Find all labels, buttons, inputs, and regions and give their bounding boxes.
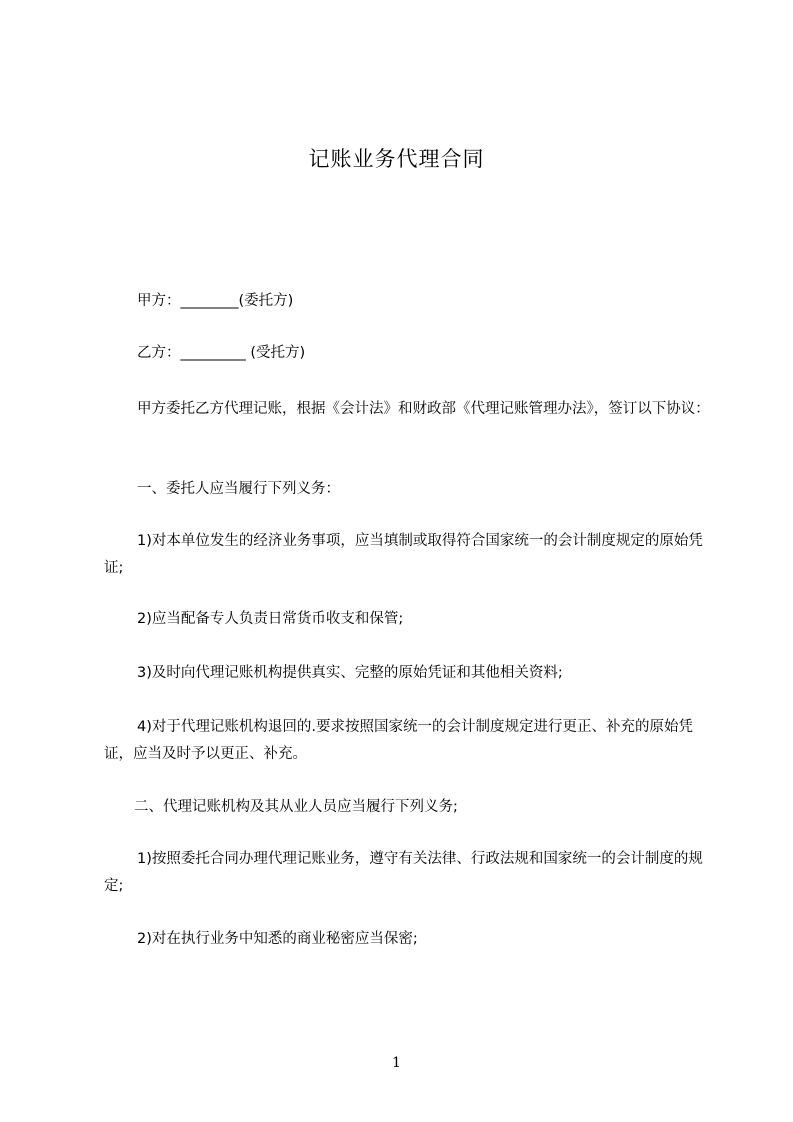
intro-paragraph: 甲方委托乙方代理记账，根据《会计法》和财政部《代理记账管理办法》，签订以下协议： <box>137 401 710 417</box>
client-duty-3: 3)及时向代理记账机构提供真实、完整的原始凭证和其他相关资料; <box>137 665 563 681</box>
agency-duty-1: 1)按照委托合同办理代理记账业务，遵守有关法律、行政法规和国家统一的会计制度的规定; <box>104 851 703 894</box>
section-heading-agency-duties: 二、代理记账机构及其从业人员应当履行下列义务; <box>134 799 458 815</box>
party-b-line: 乙方：_________ (受托方) <box>137 345 306 361</box>
client-duty-2: 2)应当配备专人负责日常货币收支和保管; <box>137 611 404 627</box>
agency-duty-2: 2)对在执行业务中知悉的商业秘密应当保密; <box>137 931 418 947</box>
document-title: 记账业务代理合同 <box>308 147 485 171</box>
client-duty-4: 4)对于代理记账机构退回的.要求按照国家统一的会计制度规定进行更正、补充的原始凭证，应当及时予以更正、补充。 <box>104 719 693 762</box>
page-number: 1 <box>392 1055 401 1071</box>
party-a-line: 甲方：________(委托方) <box>137 293 294 309</box>
client-duty-1: 1)对本单位发生的经济业务事项，应当填制或取得符合国家统一的会计制度规定的原始凭证; <box>104 533 703 576</box>
section-heading-client-duties: 一、委托人应当履行下列义务： <box>137 481 340 497</box>
